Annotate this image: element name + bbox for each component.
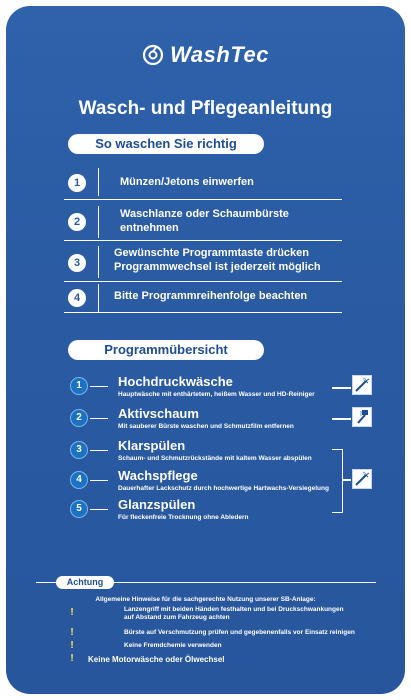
step-text: Waschlanze oder Schaumbürste	[120, 208, 289, 220]
program-title: Hochdruckwäsche	[118, 374, 233, 389]
step-number: 1	[68, 174, 86, 192]
caution-label: Achtung	[56, 576, 114, 589]
step-divider	[64, 240, 342, 241]
washtec-swirl-icon	[142, 44, 164, 66]
program-description: Dauerhafter Lackschutz durch hochwertige Hartwachs-Versiegelung	[118, 485, 329, 492]
program-connector	[90, 480, 108, 481]
program-number: 4	[70, 471, 88, 489]
step-text: Münzen/Jetons einwerfen	[120, 176, 254, 188]
step-separator	[98, 168, 99, 196]
brand-logo	[6, 40, 405, 70]
warning-icon: !	[70, 627, 74, 638]
program-description: Für fleckenfreie Trocknung ohne Abledern	[118, 514, 249, 521]
program-title: Aktivschaum	[118, 406, 199, 421]
caution-note: Lanzengriff mit beiden Händen festhalten und bei Druckschwankungen	[124, 606, 344, 613]
program-description: Mit sauberer Bürste waschen und Schmutzfilm entfernen	[118, 423, 294, 430]
program-description: Schaum- und Schmutzrückstände mit kaltem Wasser abspülen	[118, 455, 312, 462]
program-title: Klarspülen	[118, 438, 186, 453]
program-connector	[342, 479, 351, 481]
step-divider	[64, 281, 342, 282]
step-separator	[98, 246, 99, 278]
program-number: 1	[70, 377, 88, 395]
step-number: 4	[68, 289, 86, 307]
caution-note: auf Abstand zum Fahrzeug achten	[124, 614, 230, 621]
spray-lance-icon	[352, 469, 372, 489]
how-to-heading: So waschen Sie richtig	[68, 134, 264, 154]
program-connector	[90, 450, 108, 451]
foam-brush-icon	[352, 407, 372, 427]
program-description: Hauptwäsche mit enthärtetem, heißem Wasser und HD-Reiniger	[118, 391, 315, 398]
step-text: Programmwechsel ist jederzeit möglich	[114, 261, 321, 273]
step-number: 2	[68, 213, 86, 231]
caution-intro: Allgemeine Hinweise für die sachgerechte Nutzung unserer SB-Anlage:	[95, 596, 316, 603]
program-number: 2	[70, 409, 88, 427]
program-number: 3	[70, 441, 88, 459]
step-text: Gewünschte Programmtaste drücken	[114, 247, 310, 259]
programs-heading: Programmübersicht	[68, 340, 264, 360]
program-connector	[332, 418, 351, 420]
spray-lance-icon	[352, 375, 372, 395]
page-title: Wasch- und Pflegeanleitung	[78, 98, 333, 119]
program-connector	[90, 418, 108, 419]
program-title: Wachspflege	[118, 468, 198, 483]
warning-icon: !	[70, 607, 74, 618]
step-number: 3	[68, 254, 86, 272]
warning-icon: !	[70, 640, 74, 651]
instruction-panel	[6, 6, 405, 694]
step-divider	[64, 312, 342, 313]
step-separator	[98, 206, 99, 238]
step-separator	[98, 284, 99, 312]
program-title: Glanzspülen	[118, 497, 196, 512]
brand-name: WashTec	[170, 42, 269, 67]
step-text: entnehmen	[120, 222, 179, 234]
caution-final: Keine Motorwäsche oder Ölwechsel	[88, 655, 225, 664]
program-group-bracket	[332, 449, 343, 513]
warning-icon: !	[70, 653, 74, 664]
program-connector	[332, 387, 351, 389]
caution-note: Keine Fremdchemie verwenden	[124, 642, 222, 649]
step-divider	[64, 199, 342, 200]
program-connector	[90, 509, 108, 510]
program-number: 5	[70, 500, 88, 518]
caution-note: Bürste auf Verschmutzung prüfen und gegebenenfalls vor Einsatz reinigen	[124, 629, 355, 636]
program-connector	[90, 386, 108, 387]
step-text: Bitte Programmreihenfolge beachten	[114, 290, 308, 302]
